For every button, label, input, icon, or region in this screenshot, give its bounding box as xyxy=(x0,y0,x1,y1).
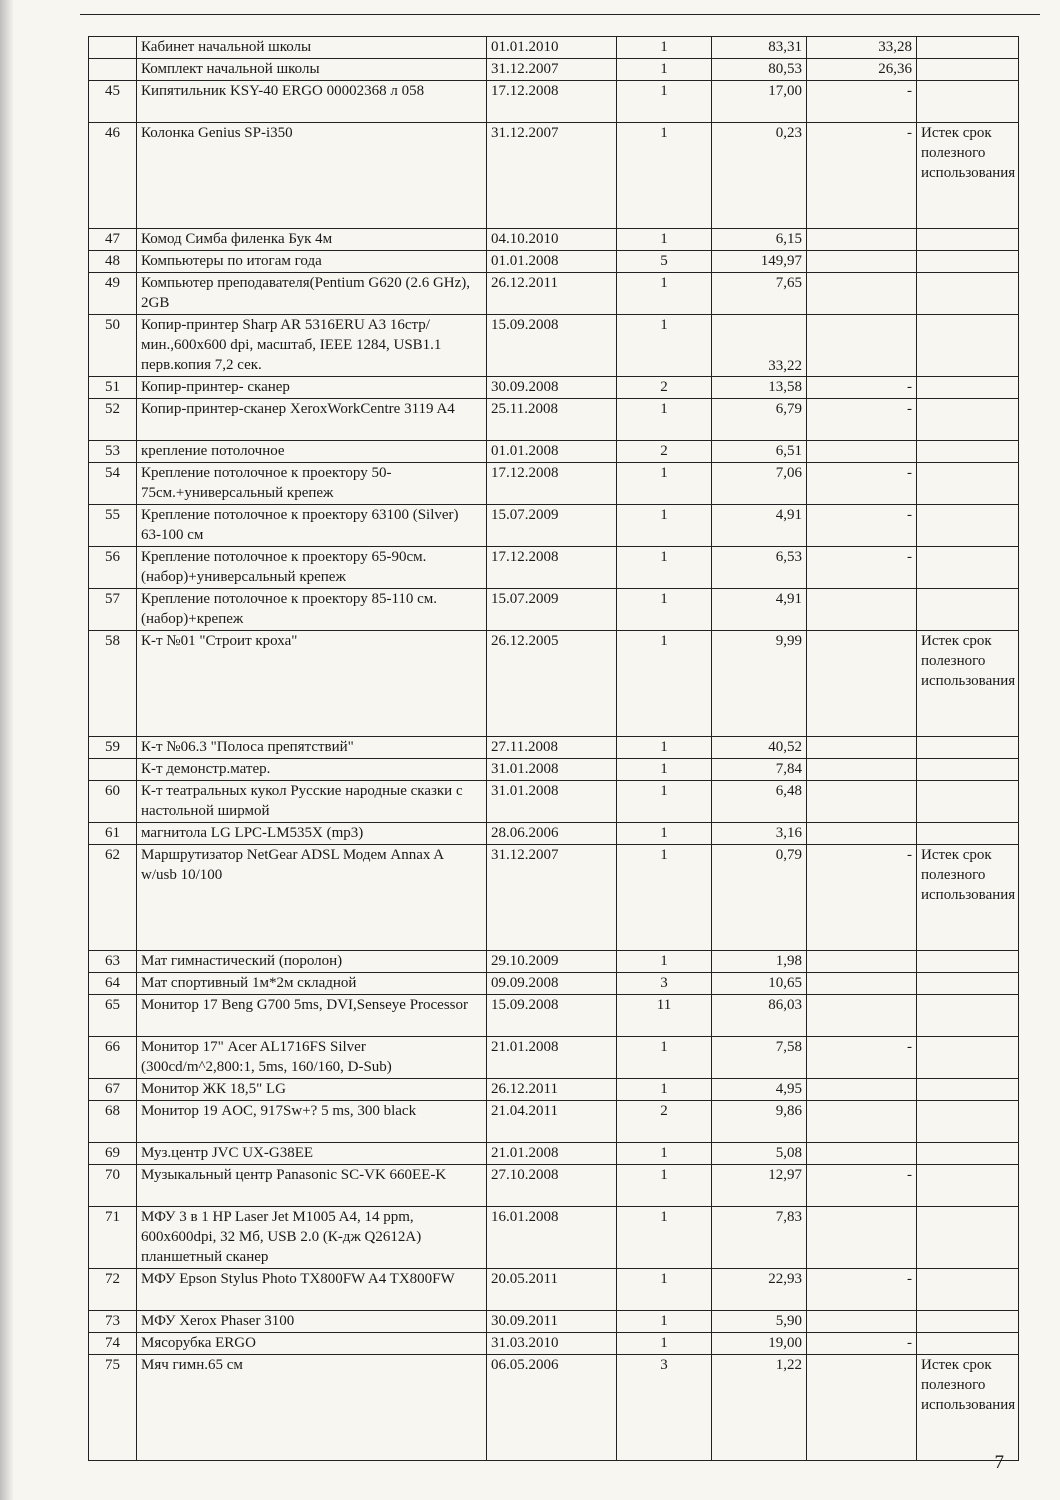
row-number: 72 xyxy=(89,1269,137,1311)
note xyxy=(917,1165,1019,1207)
row-number: 48 xyxy=(89,251,137,273)
note xyxy=(917,505,1019,547)
row-number: 55 xyxy=(89,505,137,547)
acquisition-date: 16.01.2008 xyxy=(487,1207,617,1269)
residual-value xyxy=(807,589,917,631)
book-value: 7,58 xyxy=(712,1037,807,1079)
note xyxy=(917,1037,1019,1079)
residual-value xyxy=(807,1079,917,1101)
note xyxy=(917,59,1019,81)
book-value: 7,83 xyxy=(712,1207,807,1269)
book-value: 80,53 xyxy=(712,59,807,81)
row-number: 74 xyxy=(89,1333,137,1355)
item-name: Кипятильник KSY-40 ERGO 00002368 л 058 xyxy=(137,81,487,123)
book-value: 6,79 xyxy=(712,399,807,441)
acquisition-date: 01.01.2010 xyxy=(487,37,617,59)
note xyxy=(917,1269,1019,1311)
row-number: 75 xyxy=(89,1355,137,1461)
book-value: 10,65 xyxy=(712,973,807,995)
quantity: 1 xyxy=(617,631,712,737)
item-name: Маршрутизатор NetGear ADSL Модем Annax A w/usb 10/100 xyxy=(137,845,487,951)
table-row xyxy=(89,973,1019,995)
item-name: МФУ 3 в 1 HP Laser Jet M1005 A4, 14 ppm, 600x600dpi, 32 Мб, USB 2.0 (К-дж Q2612A) планшетный сканер xyxy=(137,1207,487,1269)
page-number: 7 xyxy=(994,1452,1004,1473)
row-number: 52 xyxy=(89,399,137,441)
table-row xyxy=(89,1037,1019,1079)
row-number xyxy=(89,759,137,781)
book-value: 1,22 xyxy=(712,1355,807,1461)
book-value: 6,48 xyxy=(712,781,807,823)
item-name: Мясорубка ERGO xyxy=(137,1333,487,1355)
book-value: 0,79 xyxy=(712,845,807,951)
row-number: 59 xyxy=(89,737,137,759)
note xyxy=(917,1207,1019,1269)
residual-value: - xyxy=(807,1037,917,1079)
acquisition-date: 01.01.2008 xyxy=(487,251,617,273)
residual-value xyxy=(807,1355,917,1461)
item-name: Монитор 17" Acer AL1716FS Silver (300cd/m^2,800:1, 5ms, 160/160, D-Sub) xyxy=(137,1037,487,1079)
quantity: 1 xyxy=(617,123,712,229)
book-value: 4,91 xyxy=(712,589,807,631)
residual-value xyxy=(807,229,917,251)
residual-value xyxy=(807,251,917,273)
note xyxy=(917,1101,1019,1143)
table-row xyxy=(89,631,1019,737)
residual-value: - xyxy=(807,1333,917,1355)
book-value: 0,23 xyxy=(712,123,807,229)
quantity: 1 xyxy=(617,463,712,505)
table-row xyxy=(89,781,1019,823)
table-row xyxy=(89,1143,1019,1165)
row-number: 54 xyxy=(89,463,137,505)
item-name: Крепление потолочное к проектору 85-110 см. (набор)+крепеж xyxy=(137,589,487,631)
quantity: 1 xyxy=(617,37,712,59)
row-number: 60 xyxy=(89,781,137,823)
scan-edge-shadow xyxy=(0,0,14,1500)
note: Истек срок полезного использования xyxy=(917,1355,1019,1461)
residual-value xyxy=(807,737,917,759)
book-value: 13,58 xyxy=(712,377,807,399)
residual-value xyxy=(807,1143,917,1165)
book-value: 9,99 xyxy=(712,631,807,737)
table-row xyxy=(89,315,1019,377)
quantity: 1 xyxy=(617,81,712,123)
item-name: К-т демонстр.матер. xyxy=(137,759,487,781)
book-value: 83,31 xyxy=(712,37,807,59)
table-row xyxy=(89,463,1019,505)
note: Истек срок полезного использования xyxy=(917,123,1019,229)
acquisition-date: 30.09.2008 xyxy=(487,377,617,399)
row-number: 58 xyxy=(89,631,137,737)
note xyxy=(917,973,1019,995)
row-number: 67 xyxy=(89,1079,137,1101)
note xyxy=(917,737,1019,759)
book-value: 9,86 xyxy=(712,1101,807,1143)
book-value: 86,03 xyxy=(712,995,807,1037)
acquisition-date: 27.10.2008 xyxy=(487,1165,617,1207)
book-value: 149,97 xyxy=(712,251,807,273)
acquisition-date: 26.12.2011 xyxy=(487,273,617,315)
inventory-table xyxy=(88,36,1019,1461)
table-row xyxy=(89,1333,1019,1355)
quantity: 1 xyxy=(617,781,712,823)
book-value: 7,84 xyxy=(712,759,807,781)
row-number: 62 xyxy=(89,845,137,951)
row-number: 47 xyxy=(89,229,137,251)
quantity: 1 xyxy=(617,845,712,951)
row-number: 64 xyxy=(89,973,137,995)
quantity: 2 xyxy=(617,1101,712,1143)
item-name: Монитор 19 AOC, 917Sw+? 5 ms, 300 black xyxy=(137,1101,487,1143)
residual-value xyxy=(807,1207,917,1269)
acquisition-date: 31.01.2008 xyxy=(487,759,617,781)
quantity: 2 xyxy=(617,441,712,463)
book-value: 4,91 xyxy=(712,505,807,547)
table-row xyxy=(89,547,1019,589)
item-name: Крепление потолочное к проектору 65-90см.(набор)+универсальный крепеж xyxy=(137,547,487,589)
acquisition-date: 28.06.2006 xyxy=(487,823,617,845)
note xyxy=(917,1079,1019,1101)
table-row xyxy=(89,1165,1019,1207)
quantity: 1 xyxy=(617,1079,712,1101)
acquisition-date: 21.01.2008 xyxy=(487,1037,617,1079)
quantity: 1 xyxy=(617,1311,712,1333)
table-row xyxy=(89,229,1019,251)
inventory-rows xyxy=(89,37,1019,1461)
book-value: 33,22 xyxy=(712,315,807,377)
row-number: 66 xyxy=(89,1037,137,1079)
acquisition-date: 15.07.2009 xyxy=(487,589,617,631)
book-value: 22,93 xyxy=(712,1269,807,1311)
book-value: 7,06 xyxy=(712,463,807,505)
book-value: 40,52 xyxy=(712,737,807,759)
table-row xyxy=(89,81,1019,123)
acquisition-date: 21.01.2008 xyxy=(487,1143,617,1165)
table-row xyxy=(89,845,1019,951)
table-row xyxy=(89,273,1019,315)
residual-value xyxy=(807,951,917,973)
item-name: крепление потолочное xyxy=(137,441,487,463)
acquisition-date: 17.12.2008 xyxy=(487,463,617,505)
acquisition-date: 15.09.2008 xyxy=(487,315,617,377)
book-value: 6,53 xyxy=(712,547,807,589)
table-row xyxy=(89,377,1019,399)
book-value: 5,08 xyxy=(712,1143,807,1165)
quantity: 5 xyxy=(617,251,712,273)
row-number: 61 xyxy=(89,823,137,845)
acquisition-date: 09.09.2008 xyxy=(487,973,617,995)
item-name: Мяч гимн.65 см xyxy=(137,1355,487,1461)
quantity: 1 xyxy=(617,1207,712,1269)
table-row xyxy=(89,737,1019,759)
table-row xyxy=(89,1311,1019,1333)
item-name: Крепление потолочное к проектору 63100 (Silver) 63-100 см xyxy=(137,505,487,547)
note: Истек срок полезного использования xyxy=(917,631,1019,737)
residual-value: - xyxy=(807,505,917,547)
acquisition-date: 31.01.2008 xyxy=(487,781,617,823)
note xyxy=(917,823,1019,845)
quantity: 1 xyxy=(617,229,712,251)
acquisition-date: 26.12.2005 xyxy=(487,631,617,737)
acquisition-date: 17.12.2008 xyxy=(487,547,617,589)
book-value: 6,51 xyxy=(712,441,807,463)
item-name: Копир-принтер- сканер xyxy=(137,377,487,399)
row-number: 57 xyxy=(89,589,137,631)
table-row xyxy=(89,823,1019,845)
book-value: 17,00 xyxy=(712,81,807,123)
acquisition-date: 31.12.2007 xyxy=(487,123,617,229)
item-name: Монитор 17 Beng G700 5ms, DVI,Senseye Processor xyxy=(137,995,487,1037)
note xyxy=(917,995,1019,1037)
note xyxy=(917,759,1019,781)
row-number xyxy=(89,59,137,81)
note xyxy=(917,81,1019,123)
quantity: 1 xyxy=(617,759,712,781)
row-number: 68 xyxy=(89,1101,137,1143)
item-name: Муз.центр JVC UX-G38EE xyxy=(137,1143,487,1165)
acquisition-date: 31.12.2007 xyxy=(487,59,617,81)
item-name: Крепление потолочное к проектору 50-75см.+универсальный крепеж xyxy=(137,463,487,505)
quantity: 11 xyxy=(617,995,712,1037)
item-name: Мат гимнастический (поролон) xyxy=(137,951,487,973)
note: Истек срок полезного использования xyxy=(917,845,1019,951)
table-row xyxy=(89,589,1019,631)
quantity: 1 xyxy=(617,823,712,845)
row-number: 73 xyxy=(89,1311,137,1333)
residual-value: 26,36 xyxy=(807,59,917,81)
quantity: 3 xyxy=(617,973,712,995)
residual-value xyxy=(807,631,917,737)
residual-value: - xyxy=(807,81,917,123)
residual-value xyxy=(807,823,917,845)
row-number: 63 xyxy=(89,951,137,973)
table-row xyxy=(89,1079,1019,1101)
residual-value xyxy=(807,973,917,995)
residual-value: - xyxy=(807,377,917,399)
row-number: 56 xyxy=(89,547,137,589)
quantity: 2 xyxy=(617,377,712,399)
item-name: Колонка Genius SP-i350 xyxy=(137,123,487,229)
table-row xyxy=(89,441,1019,463)
residual-value xyxy=(807,273,917,315)
note xyxy=(917,377,1019,399)
residual-value: 33,28 xyxy=(807,37,917,59)
book-value: 7,65 xyxy=(712,273,807,315)
row-number: 49 xyxy=(89,273,137,315)
table-row xyxy=(89,759,1019,781)
acquisition-date: 06.05.2006 xyxy=(487,1355,617,1461)
top-rule xyxy=(80,14,1040,15)
acquisition-date: 31.12.2007 xyxy=(487,845,617,951)
quantity: 3 xyxy=(617,1355,712,1461)
item-name: Копир-принтер-сканер XeroxWorkCentre 3119 A4 xyxy=(137,399,487,441)
table-row xyxy=(89,37,1019,59)
quantity: 1 xyxy=(617,315,712,377)
residual-value xyxy=(807,759,917,781)
book-value: 19,00 xyxy=(712,1333,807,1355)
residual-value xyxy=(807,995,917,1037)
acquisition-date: 29.10.2009 xyxy=(487,951,617,973)
book-value: 5,90 xyxy=(712,1311,807,1333)
row-number: 46 xyxy=(89,123,137,229)
residual-value xyxy=(807,781,917,823)
row-number: 45 xyxy=(89,81,137,123)
quantity: 1 xyxy=(617,273,712,315)
acquisition-date: 27.11.2008 xyxy=(487,737,617,759)
row-number: 65 xyxy=(89,995,137,1037)
table-row xyxy=(89,59,1019,81)
acquisition-date: 26.12.2011 xyxy=(487,1079,617,1101)
note xyxy=(917,781,1019,823)
residual-value xyxy=(807,1311,917,1333)
item-name: Комод Симба филенка Бук 4м xyxy=(137,229,487,251)
item-name: Мат спортивный 1м*2м складной xyxy=(137,973,487,995)
note xyxy=(917,37,1019,59)
item-name: К-т №06.3 "Полоса препятствий" xyxy=(137,737,487,759)
residual-value: - xyxy=(807,845,917,951)
acquisition-date: 15.07.2009 xyxy=(487,505,617,547)
note xyxy=(917,251,1019,273)
item-name: Музыкальный центр Panasonic SC-VK 660EE-K xyxy=(137,1165,487,1207)
row-number: 71 xyxy=(89,1207,137,1269)
note xyxy=(917,1143,1019,1165)
table-row xyxy=(89,123,1019,229)
note xyxy=(917,1333,1019,1355)
item-name: МФУ Xerox Phaser 3100 xyxy=(137,1311,487,1333)
item-name: Компьютеры по итогам года xyxy=(137,251,487,273)
acquisition-date: 15.09.2008 xyxy=(487,995,617,1037)
table-row xyxy=(89,505,1019,547)
table-row xyxy=(89,399,1019,441)
note xyxy=(917,273,1019,315)
book-value: 1,98 xyxy=(712,951,807,973)
item-name: Кабинет начальной школы xyxy=(137,37,487,59)
residual-value xyxy=(807,315,917,377)
quantity: 1 xyxy=(617,589,712,631)
quantity: 1 xyxy=(617,399,712,441)
note xyxy=(917,1311,1019,1333)
row-number: 51 xyxy=(89,377,137,399)
quantity: 1 xyxy=(617,1037,712,1079)
note xyxy=(917,547,1019,589)
row-number: 70 xyxy=(89,1165,137,1207)
row-number: 53 xyxy=(89,441,137,463)
note xyxy=(917,441,1019,463)
acquisition-date: 21.04.2011 xyxy=(487,1101,617,1143)
book-value: 3,16 xyxy=(712,823,807,845)
residual-value: - xyxy=(807,463,917,505)
book-value: 4,95 xyxy=(712,1079,807,1101)
acquisition-date: 01.01.2008 xyxy=(487,441,617,463)
residual-value xyxy=(807,441,917,463)
item-name: Монитор ЖК 18,5" LG xyxy=(137,1079,487,1101)
row-number: 50 xyxy=(89,315,137,377)
acquisition-date: 17.12.2008 xyxy=(487,81,617,123)
item-name: МФУ Epson Stylus Photo TX800FW A4 TX800FW xyxy=(137,1269,487,1311)
quantity: 1 xyxy=(617,505,712,547)
acquisition-date: 04.10.2010 xyxy=(487,229,617,251)
item-name: К-т театральных кукол Русские народные сказки с настольной ширмой xyxy=(137,781,487,823)
note xyxy=(917,463,1019,505)
note xyxy=(917,399,1019,441)
book-value: 12,97 xyxy=(712,1165,807,1207)
residual-value: - xyxy=(807,1165,917,1207)
table-row xyxy=(89,1355,1019,1461)
table-row xyxy=(89,1269,1019,1311)
table-row xyxy=(89,1207,1019,1269)
item-name: К-т №01 "Строит кроха" xyxy=(137,631,487,737)
quantity: 1 xyxy=(617,1165,712,1207)
row-number xyxy=(89,37,137,59)
item-name: Копир-принтер Sharp AR 5316ERU A3 16стр/мин.,600x600 dpi, масштаб, IEEE 1284, USB1.1 перв.копия 7,2 сек. xyxy=(137,315,487,377)
quantity: 1 xyxy=(617,1269,712,1311)
note xyxy=(917,229,1019,251)
acquisition-date: 31.03.2010 xyxy=(487,1333,617,1355)
acquisition-date: 30.09.2011 xyxy=(487,1311,617,1333)
table-row xyxy=(89,251,1019,273)
quantity: 1 xyxy=(617,547,712,589)
book-value: 6,15 xyxy=(712,229,807,251)
table-row xyxy=(89,951,1019,973)
residual-value xyxy=(807,1101,917,1143)
item-name: Компьютер преподавателя(Pentium G620 (2.6 GHz), 2GB xyxy=(137,273,487,315)
quantity: 1 xyxy=(617,1143,712,1165)
residual-value: - xyxy=(807,123,917,229)
item-name: Комплект начальной школы xyxy=(137,59,487,81)
residual-value: - xyxy=(807,547,917,589)
note xyxy=(917,951,1019,973)
quantity: 1 xyxy=(617,951,712,973)
item-name: магнитола LG LPC-LM535X (mp3) xyxy=(137,823,487,845)
acquisition-date: 25.11.2008 xyxy=(487,399,617,441)
table-row xyxy=(89,1101,1019,1143)
quantity: 1 xyxy=(617,737,712,759)
acquisition-date: 20.05.2011 xyxy=(487,1269,617,1311)
residual-value: - xyxy=(807,1269,917,1311)
residual-value: - xyxy=(807,399,917,441)
quantity: 1 xyxy=(617,1333,712,1355)
note xyxy=(917,589,1019,631)
note xyxy=(917,315,1019,377)
table-row xyxy=(89,995,1019,1037)
row-number: 69 xyxy=(89,1143,137,1165)
quantity: 1 xyxy=(617,59,712,81)
